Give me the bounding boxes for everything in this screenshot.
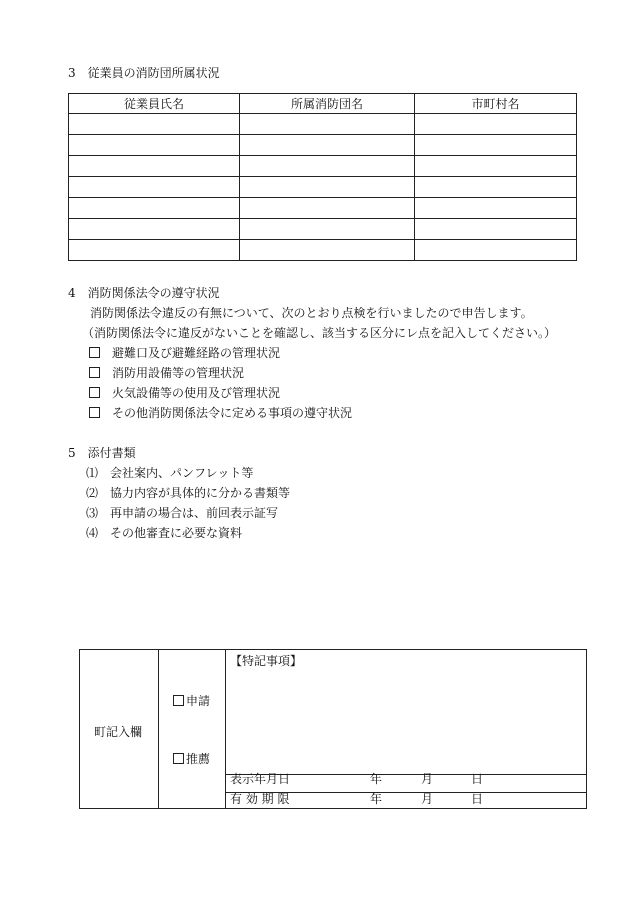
checkbox-icon[interactable]	[89, 367, 100, 378]
brigade-name-cell[interactable]	[240, 177, 415, 198]
column-header-brigade-name: 所属消防団名	[240, 94, 415, 114]
check-item-label: 火気設備等の使用及び管理状況	[112, 386, 281, 400]
brigade-name-cell[interactable]	[240, 156, 415, 177]
municipality-cell[interactable]	[415, 135, 577, 156]
employee-name-cell[interactable]	[69, 135, 240, 156]
check-item-label: 避難口及び避難経路の管理状況	[112, 346, 281, 360]
municipality-cell[interactable]	[415, 156, 577, 177]
attachment-item: ⑴ 会社案内、パンフレット等	[86, 466, 254, 480]
municipality-cell[interactable]	[415, 240, 577, 261]
municipality-cell[interactable]	[415, 177, 577, 198]
table-row	[69, 240, 577, 261]
table-row	[69, 198, 577, 219]
attachment-item: ⑵ 協力内容が具体的に分かる書類等	[86, 486, 291, 500]
attachment-item: ⑷ その他審査に必要な資料	[86, 526, 243, 540]
display-date-label: 表示年月日	[230, 772, 291, 786]
employee-name-cell[interactable]	[69, 114, 240, 135]
municipality-cell[interactable]	[415, 198, 577, 219]
table-header-row	[69, 94, 577, 114]
check-item-fire-equipment[interactable]	[89, 366, 244, 380]
expiry-month: 月	[421, 792, 434, 806]
table-row	[69, 114, 577, 135]
section4-heading: 4 消防関係法令の遵守状況	[68, 286, 220, 300]
option-recommend-label: 推薦	[186, 752, 211, 766]
town-entry-label: 町記入欄	[94, 725, 143, 739]
section5-heading: 5 添付書類	[68, 446, 136, 460]
expiry-day: 日	[471, 792, 484, 806]
checkbox-icon[interactable]	[173, 695, 184, 706]
employee-name-cell[interactable]	[69, 240, 240, 261]
checkbox-icon[interactable]	[173, 753, 184, 764]
option-apply[interactable]	[173, 694, 210, 708]
employee-name-cell[interactable]	[69, 177, 240, 198]
option-recommend[interactable]	[173, 752, 210, 766]
employee-name-cell[interactable]	[69, 198, 240, 219]
display-date-day: 日	[471, 772, 484, 786]
column-header-municipality: 市町村名	[415, 94, 577, 114]
option-apply-label: 申請	[186, 694, 211, 708]
check-item-label: その他消防関係法令に定める事項の遵守状況	[112, 406, 353, 420]
town-entry-box	[79, 649, 587, 809]
table-row	[69, 135, 577, 156]
brigade-name-cell[interactable]	[240, 135, 415, 156]
checkbox-icon[interactable]	[89, 407, 100, 418]
staff-fire-brigade-table	[68, 93, 577, 261]
column-header-employee-name: 従業員氏名	[69, 94, 240, 114]
check-item-label: 消防用設備等の管理状況	[112, 366, 245, 380]
check-item-fire-appliances[interactable]	[89, 386, 280, 400]
municipality-cell[interactable]	[415, 219, 577, 240]
checkbox-icon[interactable]	[89, 387, 100, 398]
expiry-label: 有 効 期 限	[230, 792, 290, 806]
brigade-name-cell[interactable]	[240, 219, 415, 240]
section3-heading: 3 従業員の消防団所属状況	[68, 66, 220, 80]
compliance-instruction-text: （消防関係法令に違反がないことを確認し、該当する区分にレ点を記入してください。）	[82, 326, 557, 340]
divider	[158, 650, 159, 808]
employee-name-cell[interactable]	[69, 156, 240, 177]
employee-name-cell[interactable]	[69, 219, 240, 240]
brigade-name-cell[interactable]	[240, 240, 415, 261]
display-date-year: 年	[370, 772, 383, 786]
brigade-name-cell[interactable]	[240, 114, 415, 135]
check-item-other-regulations[interactable]	[89, 406, 352, 420]
expiry-year: 年	[370, 792, 383, 806]
special-notes-title: 【特記事項】	[230, 654, 303, 668]
attachment-item: ⑶ 再申請の場合は、前回表示証写	[86, 506, 279, 520]
municipality-cell[interactable]	[415, 114, 577, 135]
compliance-declaration-text: 消防関係法令違反の有無について、次のとおり点検を行いましたので申告します。	[90, 306, 533, 320]
checkbox-icon[interactable]	[89, 347, 100, 358]
table-row	[69, 219, 577, 240]
table-row	[69, 177, 577, 198]
display-date-month: 月	[421, 772, 434, 786]
divider	[225, 650, 226, 808]
table-row	[69, 156, 577, 177]
check-item-evacuation-routes[interactable]	[89, 346, 280, 360]
brigade-name-cell[interactable]	[240, 198, 415, 219]
